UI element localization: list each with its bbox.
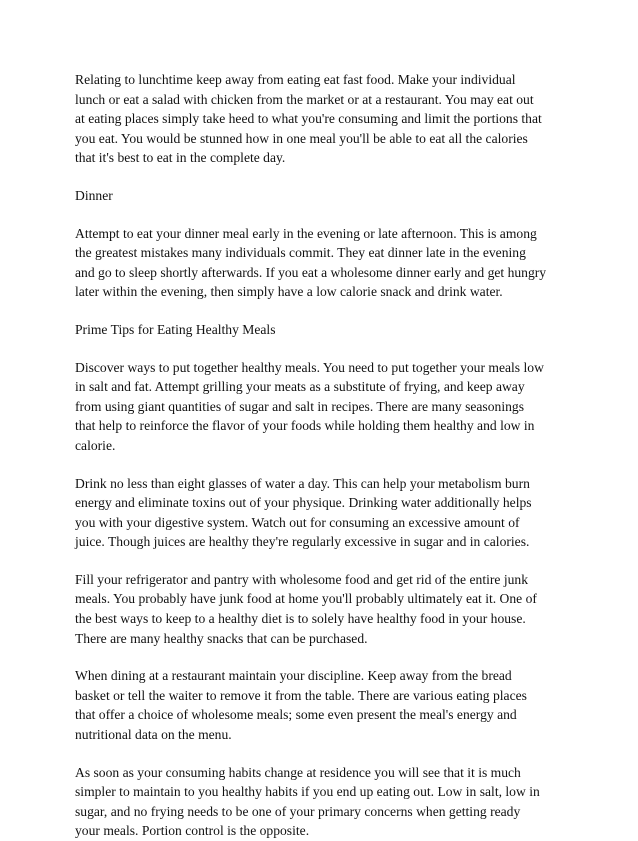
paragraph-dinner: Attempt to eat your dinner meal early in the evening or late afternoon. This is among the greatest mistakes many individuals commit. They eat dinner late in the evening and go to sleep shortly afterwards. If you eat a wholesome dinner early and get hungry later within the evening, then simply have a low calorie snack and drink water. <box>75 225 547 300</box>
paragraph-healthy-meals: Discover ways to put together healthy meals. You need to put together your meals low in salt and fat. Attempt grilling your meats as a substitute of frying, and keep away from using giant quantities of sugar and salt in recipes. There are many seasonings that help to reinforce the flavor of your foods while holding them healthy and low in calorie. <box>75 359 544 453</box>
paragraph-habits: As soon as your consuming habits change at residence you will see that it is much simpler to maintain to you healthy habits if you end up eating out. Low in salt, low in sugar, and no frying needs to be one of your primary concerns when getting ready your meals. Portion control is the opposite. <box>75 764 540 839</box>
paragraph-restaurant: When dining at a restaurant maintain your discipline. Keep away from the bread basket or tell the waiter to remove it from the table. There are various eating places that offer a choice of wholesome meals; some even present the meal's energy and nutritional data on the menu. <box>75 668 527 743</box>
heading-dinner: Dinner <box>75 187 113 203</box>
paragraph-refrigerator: Fill your refrigerator and pantry with wholesome food and get rid of the entire junk meals. You probably have junk food at home you'll probably ultimately eat it. One of the best ways to keep to a healthy diet is to solely have healthy food in your house. There are many healthy snacks that can be purchased. <box>75 571 537 646</box>
paragraph-lunch: Relating to lunchtime keep away from eating eat fast food. Make your individual lunch or eat a salad with chicken from the market or at a restaurant. You may eat out at eating places simply take heed to what you're consuming and limit the portions that you eat. You would be stunned how in one meal you'll be able to eat all the calories that it's best to eat in the complete day. <box>75 72 542 166</box>
heading-prime-tips: Prime Tips for Eating Healthy Meals <box>75 321 276 337</box>
paragraph-water: Drink no less than eight glasses of water a day. This can help your metabolism burn energy and eliminate toxins out of your physique. Drinking water additionally helps you with your digestive system. Watch out for consuming an excessive amount of juice. Though juices are healthy they're regularly excessive in sugar and in calories. <box>75 475 532 550</box>
